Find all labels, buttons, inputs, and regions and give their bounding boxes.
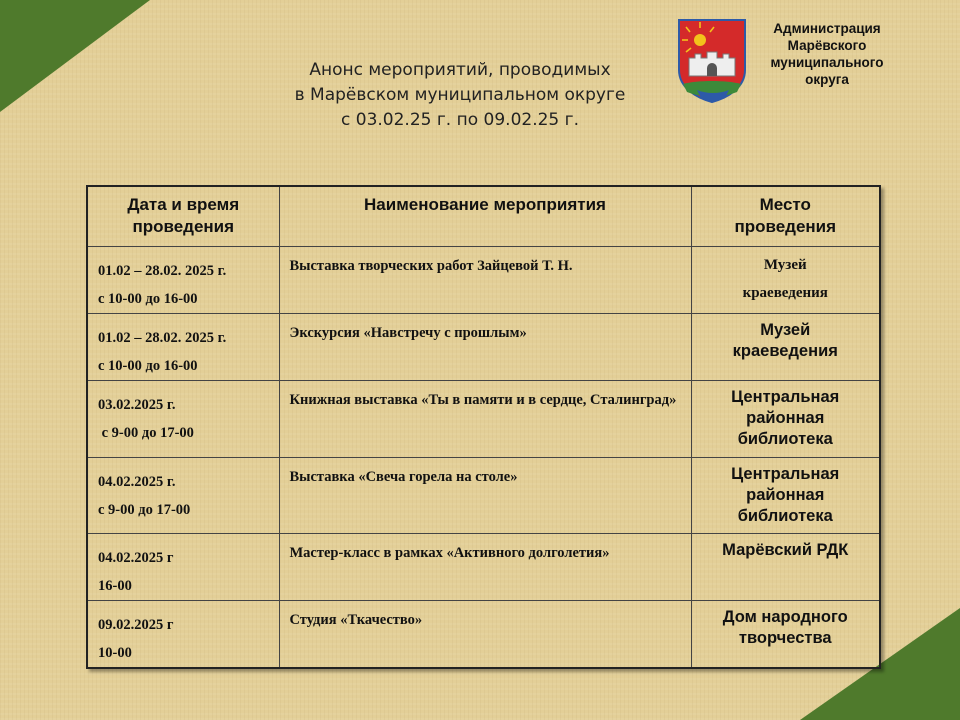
- place-line: Музей: [760, 320, 811, 339]
- date-line: 03.02.2025 г.: [98, 396, 176, 413]
- place-line: краеведения: [742, 284, 828, 301]
- event-name: Выставка «Свеча горела на столе»: [279, 457, 691, 533]
- event-place: [691, 380, 880, 457]
- event-place: [691, 600, 880, 668]
- events-table-container: [86, 185, 879, 669]
- event-name: Студия «Ткачество»: [279, 600, 691, 668]
- table-header-row: [87, 186, 880, 246]
- date-line: 04.02.2025 г: [98, 549, 174, 566]
- table-row: [87, 380, 880, 457]
- header-place-line-1: Место: [759, 195, 811, 214]
- event-date: [87, 457, 279, 533]
- place-line: библиотека: [737, 506, 833, 525]
- place-line: Центральная: [731, 464, 840, 483]
- place-line: краеведения: [732, 341, 838, 360]
- title-line-1: Анонс мероприятий, проводимых: [309, 60, 611, 80]
- event-name: Мастер-класс в рамках «Активного долголетия»: [279, 533, 691, 600]
- header-date-line-2: проведения: [132, 217, 235, 236]
- header-place: [691, 186, 880, 246]
- header-event-name: [279, 186, 691, 246]
- event-date: [87, 313, 279, 380]
- time-line: с 10-00 до 16-00: [98, 290, 198, 307]
- table-row: [87, 600, 880, 668]
- place-line: библиотека: [737, 429, 833, 448]
- corner-decoration-top-left: [0, 0, 150, 112]
- admin-line-3: муниципального: [770, 55, 884, 70]
- title-line-3: с 03.02.25 г. по 09.02.25 г.: [341, 110, 579, 130]
- event-place: [691, 457, 880, 533]
- place-line: районная: [746, 485, 825, 504]
- event-date: [87, 600, 279, 668]
- place-line: Марёвский РДК: [722, 540, 849, 559]
- event-name: Выставка творческих работ Зайцевой Т. Н.: [279, 246, 691, 313]
- header-date: [87, 186, 279, 246]
- admin-line-2: Марёвского: [787, 38, 867, 53]
- time-line: 10-00: [98, 644, 132, 661]
- time-line: 16-00: [98, 577, 132, 594]
- time-line: с 9-00 до 17-00: [98, 501, 191, 518]
- page-title: [250, 58, 670, 133]
- table-row: [87, 246, 880, 313]
- event-date: [87, 533, 279, 600]
- events-table: [86, 185, 881, 669]
- header-place-line-2: проведения: [734, 217, 837, 236]
- place-line: районная: [746, 408, 825, 427]
- date-line: 04.02.2025 г.: [98, 473, 176, 490]
- place-line: Музей: [763, 256, 807, 273]
- place-line: Центральная: [731, 387, 840, 406]
- table-row: [87, 533, 880, 600]
- header-event-name-line: Наименование мероприятия: [364, 195, 606, 214]
- time-line: с 10-00 до 16-00: [98, 357, 198, 374]
- title-line-2: в Марёвском муниципальном округе: [294, 85, 626, 105]
- event-place: [691, 533, 880, 600]
- date-line: 01.02 – 28.02. 2025 г.: [98, 262, 227, 279]
- header-date-line-1: Дата и время: [127, 195, 240, 214]
- time-line: с 9-00 до 17-00: [98, 424, 194, 441]
- event-date: [87, 246, 279, 313]
- table-row: [87, 313, 880, 380]
- administration-label: [752, 20, 902, 88]
- date-line: 09.02.2025 г: [98, 616, 174, 633]
- event-place: [691, 313, 880, 380]
- coat-of-arms-emblem-icon: [677, 18, 747, 104]
- admin-line-1: Администрация: [773, 21, 881, 36]
- event-name: Книжная выставка «Ты в памяти и в сердце, Сталинград»: [279, 380, 691, 457]
- event-place: [691, 246, 880, 313]
- event-date: [87, 380, 279, 457]
- table-row: [87, 457, 880, 533]
- date-line: 01.02 – 28.02. 2025 г.: [98, 329, 227, 346]
- event-name: Экскурсия «Навстречу с прошлым»: [279, 313, 691, 380]
- place-line: Дом народного: [722, 607, 848, 626]
- place-line: творчества: [738, 628, 832, 647]
- admin-line-4: округа: [805, 72, 849, 87]
